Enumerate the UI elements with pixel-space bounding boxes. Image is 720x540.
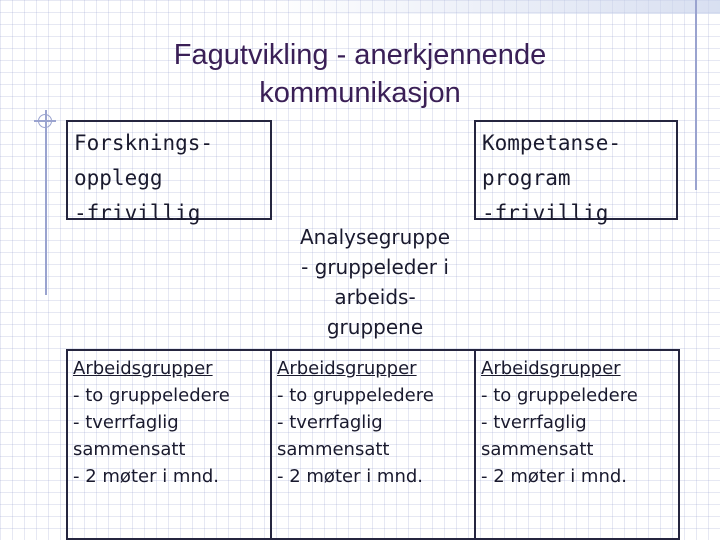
box-kompetanseprogram	[474, 120, 678, 225]
arbeidsgrupper-heading: Arbeidsgrupper	[277, 358, 417, 379]
slide-title-line2: kommunikasjon	[259, 77, 461, 109]
box-arbeidsgrupper-middle	[270, 349, 476, 540]
arbeidsgrupper-heading: Arbeidsgrupper	[73, 358, 213, 379]
analysegruppe-line: Analysegruppe	[299, 225, 451, 249]
arbeidsgrupper-line: - to gruppeledere	[277, 385, 434, 406]
box-line: -frivillig	[482, 201, 609, 225]
arbeidsgrupper-heading: Arbeidsgrupper	[481, 358, 621, 379]
analysegruppe-line: - gruppeleder i	[301, 255, 449, 279]
arbeidsgrupper-line: - 2 møter i mnd.	[481, 466, 628, 487]
box-arbeidsgrupper-right	[474, 349, 680, 540]
arbeidsgrupper-line: sammensatt	[277, 439, 390, 460]
arbeidsgrupper-line: - tverrfaglig	[73, 412, 179, 433]
arbeidsgrupper-line: - 2 møter i mnd.	[73, 466, 220, 487]
arbeidsgrupper-line: - 2 møter i mnd.	[277, 466, 424, 487]
crosshair-icon	[34, 110, 56, 132]
box-line: opplegg	[74, 166, 163, 190]
arbeidsgrupper-line: - to gruppeledere	[481, 385, 638, 406]
box-line: -frivillig	[74, 201, 201, 225]
analysegruppe-line: arbeids-	[334, 285, 416, 309]
arbeidsgrupper-line: - tverrfaglig	[277, 412, 383, 433]
decorative-right-rule	[695, 0, 697, 190]
slide-title-line1: Fagutvikling - anerkjennende	[173, 39, 547, 71]
box-line: Kompetanse-	[482, 131, 622, 155]
box-arbeidsgrupper-left	[66, 349, 272, 540]
box-forskningsopplegg	[66, 120, 272, 225]
analysegruppe-line: gruppene	[326, 315, 424, 339]
decorative-top-band	[265, 0, 720, 14]
arbeidsgrupper-line: - to gruppeledere	[73, 385, 230, 406]
decorative-left-rule	[45, 110, 47, 295]
analysegruppe-text	[270, 222, 480, 342]
arbeidsgrupper-line: sammensatt	[73, 439, 186, 460]
box-line: Forsknings-	[74, 131, 214, 155]
arbeidsgrupper-line: - tverrfaglig	[481, 412, 587, 433]
arbeidsgrupper-line: sammensatt	[481, 439, 594, 460]
slide-title	[120, 36, 600, 112]
box-line: program	[482, 166, 571, 190]
